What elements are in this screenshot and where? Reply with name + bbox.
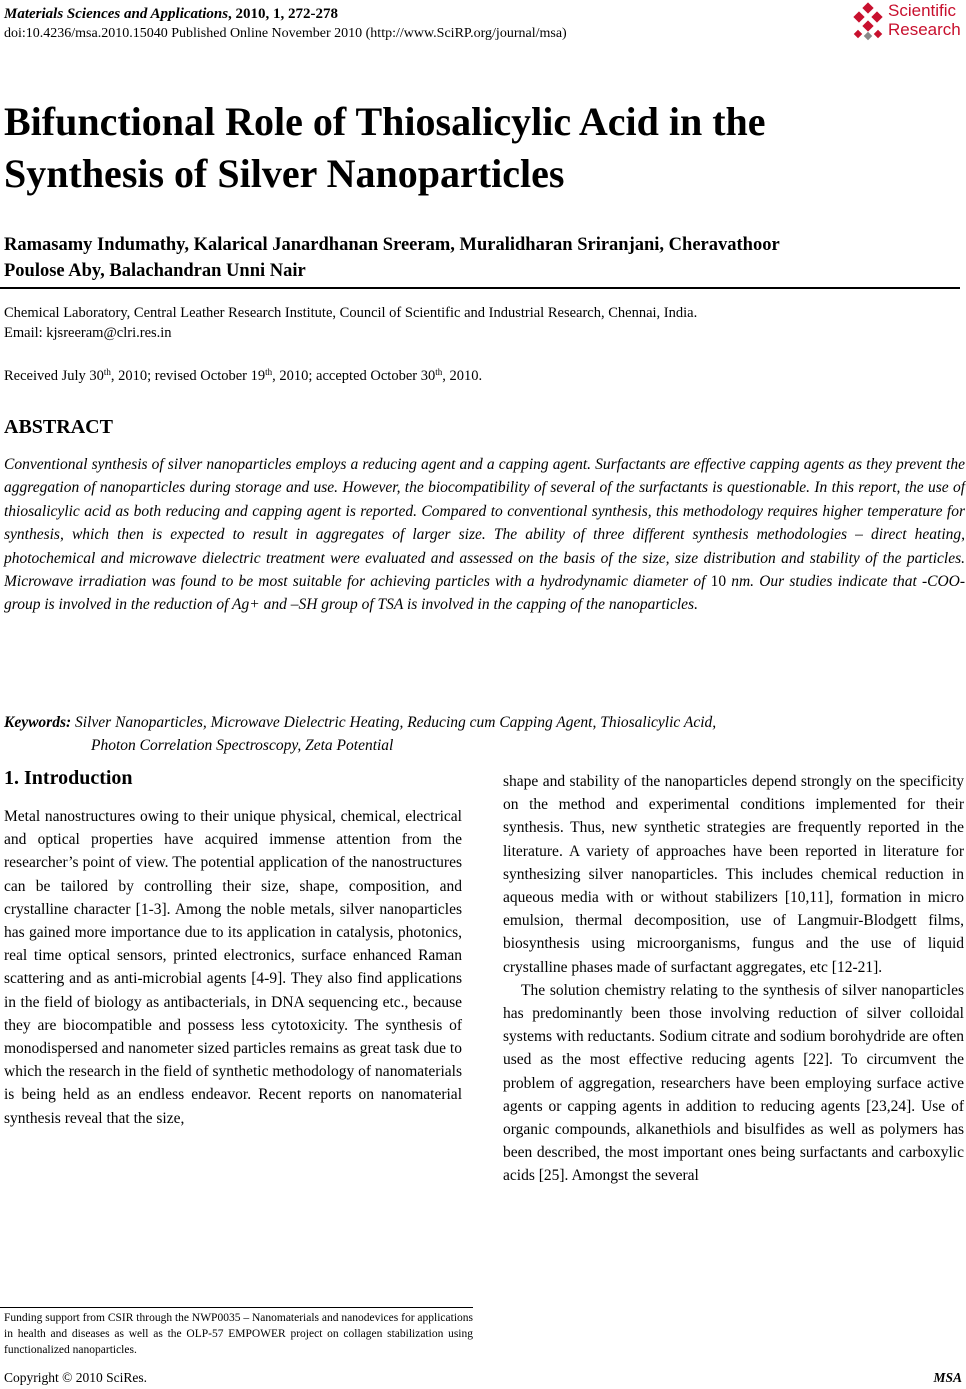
journal-volume: , 2010, 1, 272-278 xyxy=(228,6,339,22)
footnote-divider xyxy=(0,1307,473,1308)
funding-footnote: Funding support from CSIR through the NWP0035 – Nanomaterials and nanodevices for applications in health and diseases as well as the OLP-57 EMPOWER project on collagen stabilization using functionalized nanoparticles. xyxy=(4,1312,473,1356)
email: Email: kjsreeram@clri.res.in xyxy=(4,325,172,341)
accepted-text: , 2010; accepted October 30 xyxy=(272,368,436,384)
right-column xyxy=(503,770,964,1188)
revised-text: , 2010; revised October 19 xyxy=(110,368,266,384)
left-column xyxy=(4,805,462,1130)
title-line-2: Synthesis of Silver Nanoparticles xyxy=(4,151,565,196)
year-text: , 2010. xyxy=(442,368,483,384)
intro-paragraph-1: Metal nanostructures owing to their unique physical, chemical, electrical and optical properties have acquired immense attention from the researcher’s point of view. The potential application of the nanostructures can be tailored by controlling their size, shape, composition, and crystalline character [1-3]. Among the noble metals, silver nanoparticles has gained more importance due to its application in catalysis, photonics, real time optical sensors, printed electronics, surface enhanced Raman scattering and as anti-microbial agents [4-9]. They also find applications in the field of biology as antibacterials, in DNA sequencing etc., because they are biocompatible and possess less cytotoxicity. The synthesis of monodispersed and nanometer sized particles remains as great task due to which the research in the field of synthetic methodology of nanomaterials is being held as an endless endeavor. Recent reports on nanomaterial synthesis reveal that the size, xyxy=(4,808,462,1127)
title-line-1: Bifunctional Role of Thiosalicylic Acid in the xyxy=(4,99,766,144)
received-text: Received July 30 xyxy=(4,368,104,384)
authors-line-1: Ramasamy Indumathy, Kalarical Janardhanan Sreeram, Muralidharan Sriranjani, Cheravathoor xyxy=(4,235,780,255)
keywords-label: Keywords xyxy=(4,714,66,731)
superscript: th xyxy=(435,367,443,377)
journal-name: Materials Sciences and Applications xyxy=(4,6,229,22)
intro-paragraph-2: shape and stability of the nanoparticles depend strongly on the specificity on the method and experimental conditions implemented for their synthesis. Thus, new synthetic strategies are frequently reported in the literature. A variety of approaches have been reported in literature for synthesizing silver nanoparticles. This includes chemical reduction in aqueous media with or without stabilizers [10,11], formation in micro emulsion, thermal decomposition, use of Langmuir-Blodgett films, biosynthesis using microorganisms, fungus and the use of liquid crystalline phases made of surfactant aggregates, etc [12-21]. xyxy=(503,773,964,976)
scientific-research-logo-icon xyxy=(850,2,886,42)
keywords-line-1: Silver Nanoparticles, Microwave Dielectric Heating, Reducing cum Capping Agent, Thiosalicylic Acid, xyxy=(75,714,717,731)
copyright-footer: Copyright © 2010 SciRes. xyxy=(4,1370,148,1385)
logo-text-line1: Scientific xyxy=(888,1,957,20)
section-heading-introduction: 1. Introduction xyxy=(4,767,133,789)
header-divider xyxy=(0,287,960,289)
journal-citation xyxy=(4,5,338,23)
authors-line-2: Poulose Aby, Balachandran Unni Nair xyxy=(4,261,306,281)
superscript: th xyxy=(265,367,273,377)
paper-title xyxy=(4,96,904,200)
publisher-logo xyxy=(850,0,966,44)
journal-abbr-footer: MSA xyxy=(933,1370,962,1385)
received-dates xyxy=(4,366,482,386)
affiliation: Chemical Laboratory, Central Leather Research Institute, Council of Scientific and Industrial Research, Chennai, India. xyxy=(4,305,698,321)
superscript: th xyxy=(103,367,111,377)
logo-text-line2: Research xyxy=(888,20,961,39)
author-list xyxy=(4,232,954,284)
keywords: Keywords: Silver Nanoparticles, Microwave Dielectric Heating, Reducing cum Capping Agent, Thiosalicylic Acid, xyxy=(4,714,717,731)
abstract-text-a: Conventional synthesis of silver nanoparticles employs a reducing agent and a capping agent. Surfactants are effective capping agents as they prevent the aggregation of nanoparticles during storage and use. However, the biocompatibility of several of the surfactants is questionable. In this report, the use of thiosalicylic acid as both reducing and capping agent is reported. Compared to conventional synthesis, this methodology requires higher temperature for synthesis, which then is expected to result in aggregates of larger size. The ability of three different synthesis methodologies – direct heating, photochemical and microwave dielectric treatment were evaluated and assessed on the basis of the size, size distribution and stability of the particles. Microwave irradiation was found to be most suitable for achieving particles with a hydrodynamic diameter of xyxy=(4,456,965,591)
abstract-number: 10 xyxy=(710,573,727,591)
keywords-line-2: Photon Correlation Spectroscopy, Zeta Potential xyxy=(91,737,394,754)
abstract-body xyxy=(4,453,965,617)
doi-line: doi:10.4236/msa.2010.15040 Published Online November 2010 (http://www.SciRP.org/journal/msa) xyxy=(4,26,567,41)
abstract-heading: ABSTRACT xyxy=(4,416,113,438)
abstract-text-b: nm. Our studies indicate that -COO- group is involved in the reduction of Ag+ and –SH group of TSA is involved in the capping of the nanoparticles. xyxy=(4,573,965,614)
intro-paragraph-3: The solution chemistry relating to the synthesis of silver nanoparticles has predominantly been those involving reduction of silver colloidal systems with reductants. Sodium citrate and sodium borohydride are often used as the most effective reducing agents [22]. To circumvent the problem of aggregation, researchers have been employing surface active agents or capping agents in addition to reducing agents [23,24]. Use of organic compounds, alkanethiols and bisulfides as well as polymers has been described, the most important ones being surfactants and carboxylic acids [25]. Amongst the several xyxy=(503,981,964,1185)
